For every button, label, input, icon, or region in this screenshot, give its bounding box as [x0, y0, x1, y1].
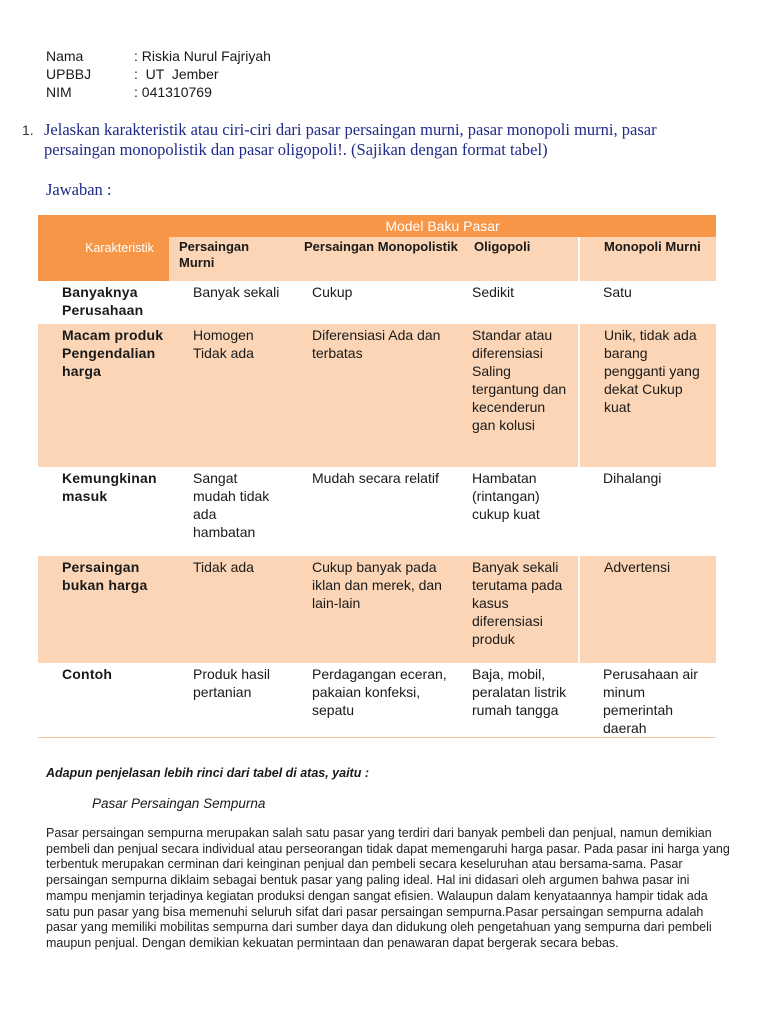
- table-cell: Perdagangan eceran, pakaian konfeksi, sepatu: [286, 663, 464, 738]
- table-cell: Standar atau diferensiasi Saling tergantung dan kecenderun gan kolusi: [464, 324, 579, 467]
- name-label: Nama: [46, 48, 84, 64]
- table-cell: Tidak ada: [169, 556, 286, 663]
- row-label: Macam produk Pengendalian harga: [38, 324, 169, 467]
- answer-label: Jawaban :: [46, 180, 112, 199]
- name-value: : Riskia Nurul Fajriyah: [134, 48, 271, 64]
- table-header-row-1: [38, 215, 716, 237]
- table-row: [38, 556, 716, 663]
- question-text: Jelaskan karakteristik atau ciri-ciri dari pasar persaingan murni, pasar monopoli murni, pasar persaingan monopolistik dan pasar oligopoli!. (Sajikan dengan format tabel): [44, 120, 657, 159]
- upbbj-label: UPBBJ: [46, 66, 92, 82]
- question-number: 1.: [22, 122, 34, 138]
- row-label: Contoh: [38, 663, 169, 738]
- table-row: [38, 467, 716, 556]
- row-label: Banyaknya Perusahaan: [38, 281, 169, 324]
- table-cell: Dihalangi: [579, 467, 716, 556]
- nim-row: [46, 83, 271, 101]
- table-row: [38, 324, 716, 467]
- explanation-lead: Adapun penjelasan lebih rinci dari tabel di atas, yaitu :: [46, 766, 369, 780]
- nim-label: NIM: [46, 84, 72, 100]
- table-cell: Sangat mudah tidak ada hambatan: [169, 467, 286, 556]
- table-cell: Banyak sekali: [169, 281, 286, 324]
- section-title: Pasar Persaingan Sempurna: [92, 796, 266, 811]
- table-cell: Produk hasil pertanian: [169, 663, 286, 738]
- name-row: [46, 47, 271, 65]
- table-title: Model Baku Pasar: [169, 215, 716, 237]
- table-cell: Hambatan (rintangan) cukup kuat: [464, 467, 579, 556]
- upbbj-value: : UT Jember: [134, 66, 219, 82]
- table-cell: Perusahaan air minum pemerintah daerah: [579, 663, 716, 738]
- table-cell: Homogen Tidak ada: [169, 324, 286, 467]
- body-paragraph: Pasar persaingan sempurna merupakan salah satu pasar yang terdiri dari banyak pembeli dan penjual, namun demikian pembeli dan penjual secara individual atau perseorangan tidak dapat memengaruhi harga pasar. Pada pasar ini harga yang terbentuk merupakan cerminan dari keinginan penjual dan pembeli secara keseluruhan atau bersama-sama. Pasar persaingan sempurna diklaim sebagai bentuk pasar yang paling ideal. Hal ini didasari oleh argumen bahwa pasar ini mampu menjamin terjadinya kegiatan produksi dengan sangat efisien. Walaupun dalam kenyataannya hampir tidak ada satu pun pasar yang bisa memenuhi seluruh sifat dari pasar persaingan sempurna.Pasar persaingan sempurna adalah pasar yang memiliki mobilitas sempurna dari sumber daya dan didukung oleh pengetahuan yang sempurna dari pembeli maupun penjual. Dengan demikian kekuatan permintaan dan penawaran dapat bergerak secara bebas.: [46, 826, 730, 950]
- table-cell: Baja, mobil, peralatan listrik rumah tangga: [464, 663, 579, 738]
- table-cell: Mudah secara relatif: [286, 467, 464, 556]
- table-cell: Unik, tidak ada barang pengganti yang dekat Cukup kuat: [579, 324, 716, 467]
- table-cell: Cukup banyak pada iklan dan merek, dan lain-lain: [286, 556, 464, 663]
- table-cell: Advertensi: [579, 556, 716, 663]
- table-row: [38, 663, 716, 738]
- table-row: [38, 281, 716, 324]
- karakteristik-header: Karakteristik: [38, 215, 169, 281]
- column-header: Persaingan Murni: [169, 237, 286, 281]
- upbbj-row: [46, 65, 271, 83]
- row-label: Kemungkinan masuk: [38, 467, 169, 556]
- question-1: [22, 120, 732, 160]
- table-cell: Diferensiasi Ada dan terbatas: [286, 324, 464, 467]
- column-header: Oligopoli: [464, 237, 579, 281]
- table-cell: Satu: [579, 281, 716, 324]
- column-header: Persaingan Monopolistik: [286, 237, 464, 281]
- student-info: [46, 47, 271, 101]
- column-header: Monopoli Murni: [579, 237, 716, 281]
- table-cell: Cukup: [286, 281, 464, 324]
- nim-value: : 041310769: [134, 84, 212, 100]
- table-cell: Sedikit: [464, 281, 579, 324]
- table-cell: Banyak sekali terutama pada kasus diferensiasi produk: [464, 556, 579, 663]
- row-label: Persaingan bukan harga: [38, 556, 169, 663]
- market-structure-table: [38, 215, 716, 738]
